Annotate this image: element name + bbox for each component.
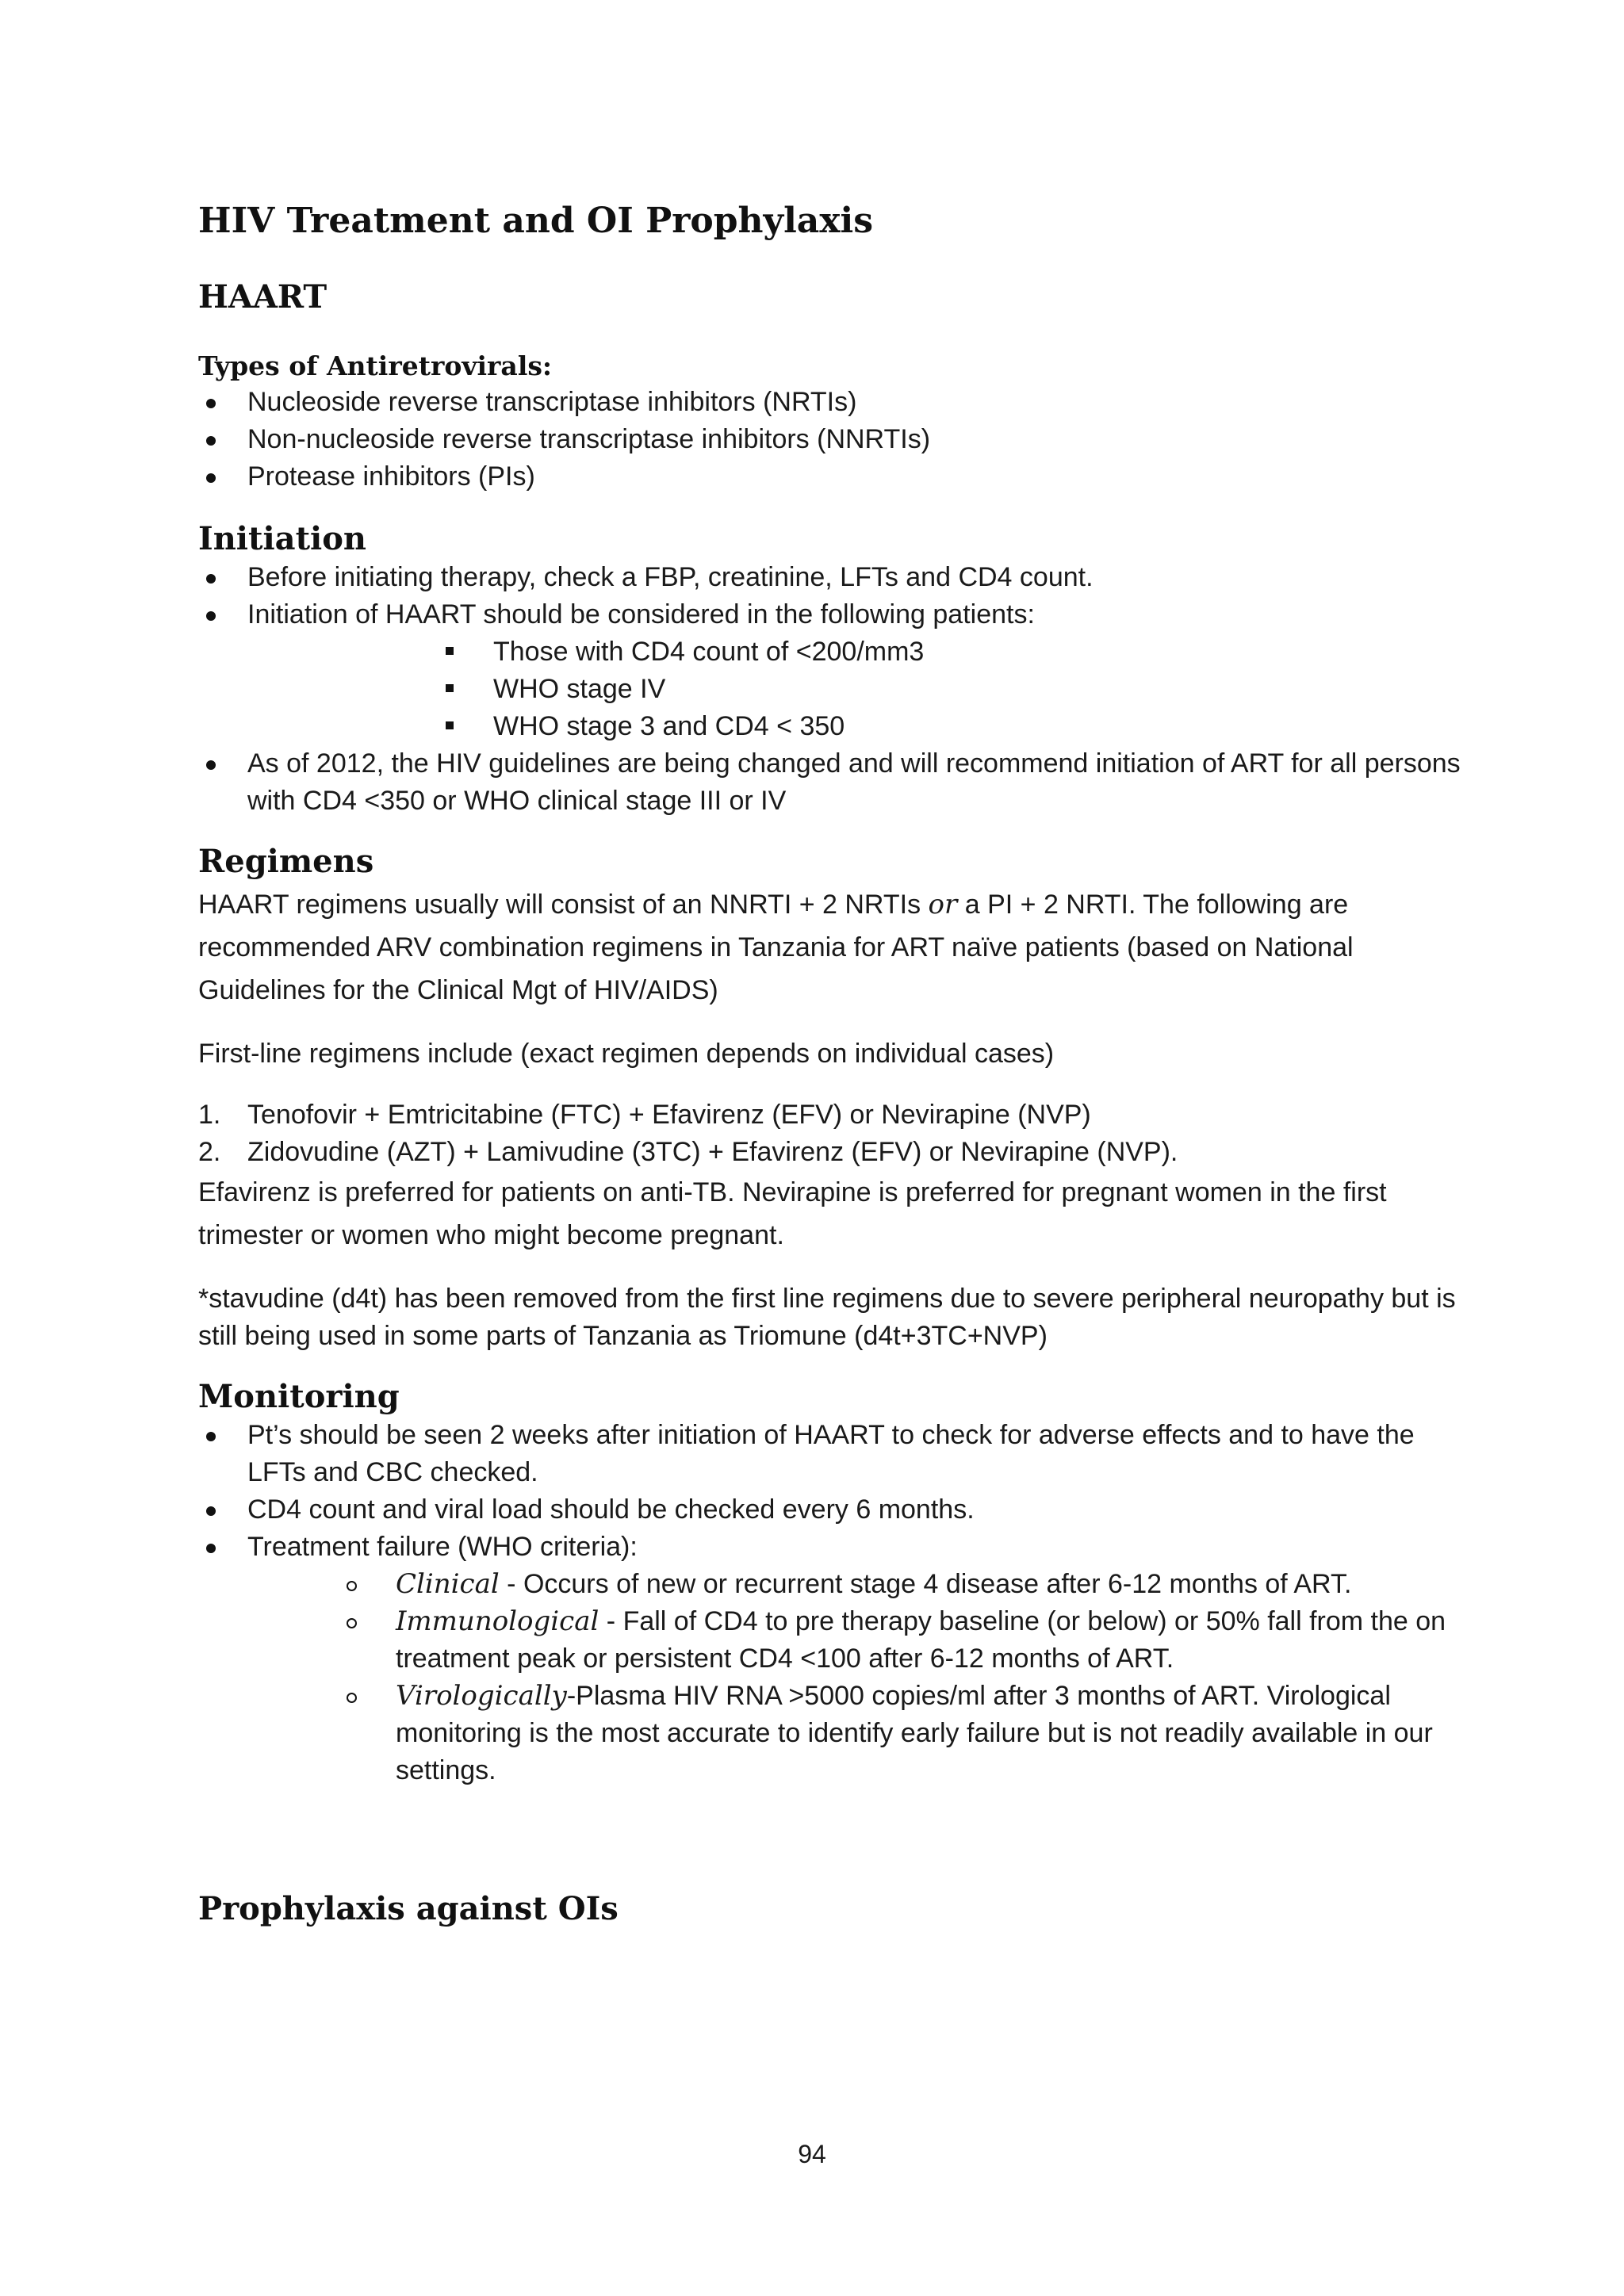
list-item-text: Initiation of HAART should be considered in the following patients: [247, 599, 1035, 629]
types-heading: Types of Antiretrovirals: [198, 350, 553, 381]
efavirenz-note: Efavirenz is preferred for patients on anti-TB. Nevirapine is preferred for pregnant women in the first trimester or women who might become pregnant. [198, 1177, 1387, 1250]
criterion-text: - Occurs of new or recurrent stage 4 disease after 6-12 months of ART. [499, 1569, 1352, 1599]
haart-heading: HAART [198, 278, 327, 316]
regimens-intro-a: HAART regimens usually will consist of an NNRTI + 2 NRTIs [198, 890, 929, 920]
list-item [198, 1096, 1467, 1134]
list-item [198, 1529, 1467, 1789]
first-line-regimens-list [198, 1096, 1467, 1171]
list-item [198, 596, 1467, 745]
list-item [198, 1134, 1467, 1171]
first-line-intro: First-line regimens include (exact regimen depends on individual cases) [198, 1039, 1055, 1069]
criterion-text: -Plasma HIV RNA >5000 copies/ml after 3 months of ART. Virological monitoring is the most accurate to identify early failure but is not readily available in our settings. [396, 1681, 1433, 1785]
regimens-intro-b: a PI + 2 NRTI. The following are recommended ARV combination regimens in Tanzania for ART naïve patients (based on National Guidelines for the Clinical Mgt of HIV/AIDS) [198, 890, 1354, 1005]
criterion-label: Immunological [396, 1605, 599, 1637]
list-item [347, 1678, 1467, 1789]
list-item: Nucleoside reverse transcriptase inhibitors (NRTIs) [198, 384, 1467, 421]
treatment-failure-criteria-list [347, 1566, 1467, 1789]
list-item [347, 1603, 1467, 1678]
list-item: Pt’s should be seen 2 weeks after initiation of HAART to check for adverse effects and to have the LFTs and CBC checked. [198, 1417, 1467, 1491]
page-content [198, 200, 1467, 1929]
list-item-text: Treatment failure (WHO criteria): [247, 1532, 638, 1562]
antiretroviral-types-list [198, 384, 1467, 496]
list-item-text: Tenofovir + Emtricitabine (FTC) + Efavirenz (EFV) or Nevirapine (NVP) [247, 1100, 1091, 1130]
list-item: Non-nucleoside reverse transcriptase inhibitors (NNRTIs) [198, 421, 1467, 458]
regimens-intro-or: or [928, 889, 958, 920]
list-item: Before initiating therapy, check a FBP, creatinine, LFTs and CD4 count. [198, 559, 1467, 596]
criterion-label: Clinical [396, 1568, 500, 1600]
list-item: Protease inhibitors (PIs) [198, 458, 1467, 496]
list-item: Those with CD4 count of <200/mm3 [446, 633, 1467, 671]
regimens-heading: Regimens [198, 843, 374, 880]
list-number: 2. [198, 1137, 221, 1167]
page-number: 94 [798, 2140, 826, 2168]
page-title: HIV Treatment and OI Prophylaxis [198, 201, 874, 241]
list-item: WHO stage 3 and CD4 < 350 [446, 708, 1467, 745]
criterion-label: Virologically [396, 1680, 567, 1712]
list-item: WHO stage IV [446, 671, 1467, 708]
stavudine-note: *stavudine (d4t) has been removed from the first line regimens due to severe peripheral neuropathy but is still being used in some parts of Tanzania as Triomune (d4t+3TC+NVP) [198, 1284, 1456, 1351]
list-number: 1. [198, 1100, 221, 1130]
initiation-criteria-list [446, 633, 1467, 745]
list-item [347, 1566, 1467, 1603]
list-item: As of 2012, the HIV guidelines are being changed and will recommend initiation of ART for all persons with CD4 <350 or WHO clinical stage III or IV [198, 745, 1467, 820]
monitoring-heading: Monitoring [198, 1378, 400, 1415]
criterion-text: - Fall of CD4 to pre therapy baseline (or below) or 50% fall from the on treatment peak or persistent CD4 <100 after 6-12 months of ART. [396, 1606, 1446, 1674]
prophylaxis-heading: Prophylaxis against OIs [198, 1890, 619, 1927]
initiation-heading: Initiation [198, 520, 367, 557]
regimens-intro [198, 883, 1467, 1012]
initiation-list [198, 559, 1467, 820]
list-item: CD4 count and viral load should be checked every 6 months. [198, 1491, 1467, 1529]
monitoring-list [198, 1417, 1467, 1789]
list-item-text: Zidovudine (AZT) + Lamivudine (3TC) + Efavirenz (EFV) or Nevirapine (NVP). [247, 1137, 1178, 1167]
